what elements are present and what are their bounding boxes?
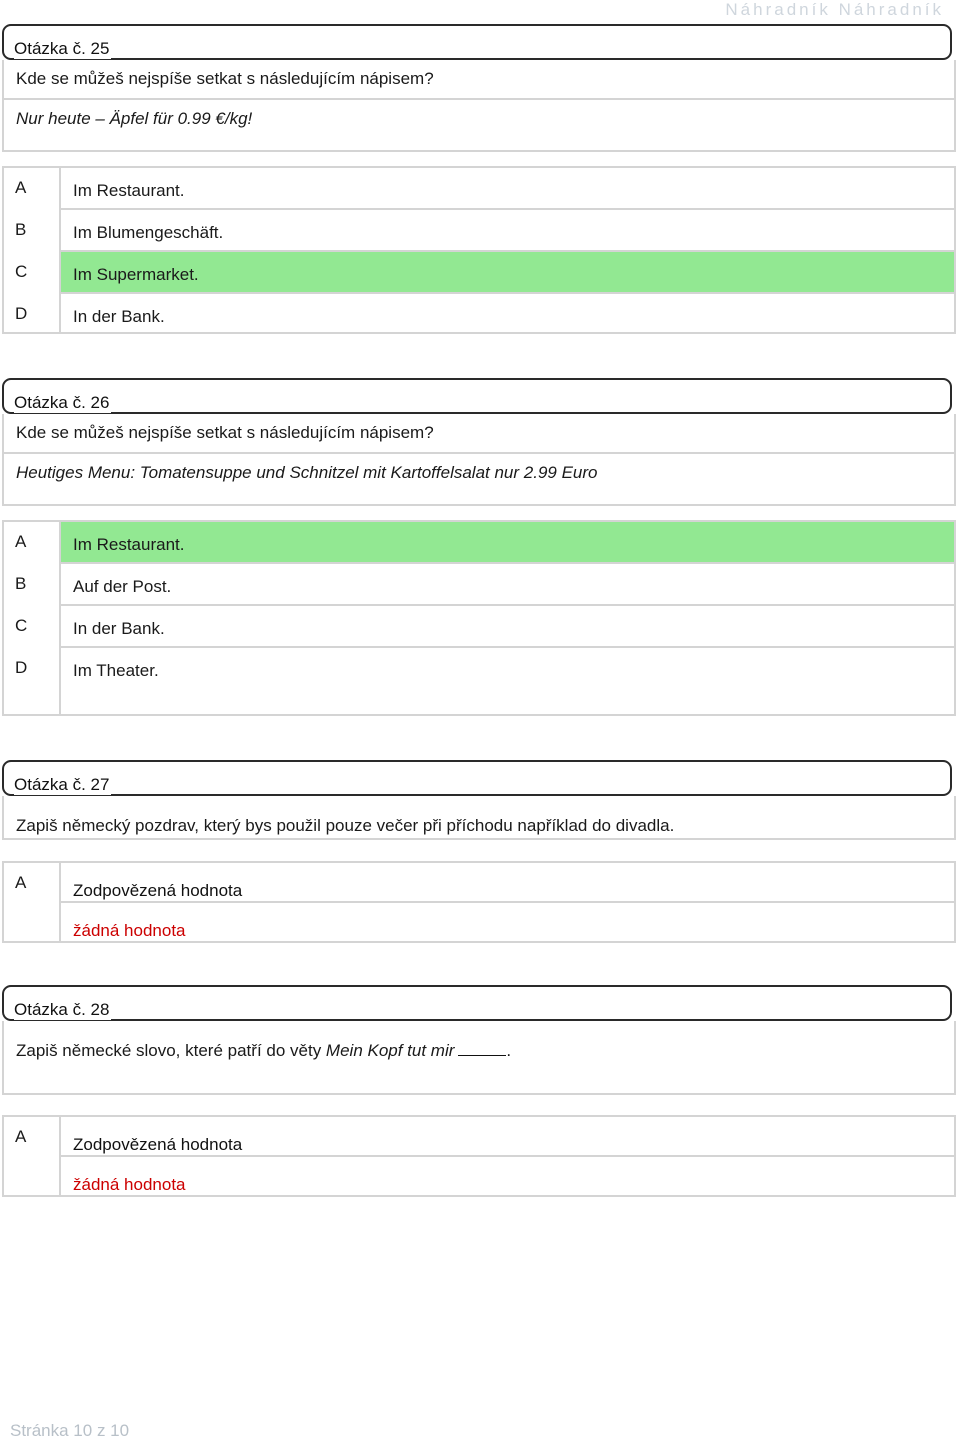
question-26-body — [2, 414, 956, 506]
question-28-header — [2, 985, 952, 1021]
question-25-text: Kde se můžeš nejspíše setkat s následujícím nápisem? — [16, 69, 434, 88]
question-27-body — [2, 796, 956, 840]
option-letter-d: D — [15, 658, 28, 677]
answer-value: žádná hodnota — [73, 921, 186, 940]
answer-letter-a: A — [15, 1127, 27, 1146]
question-26-text: Kde se můžeš nejspíše setkat s následujícím nápisem? — [16, 423, 434, 442]
question-25-sign: Nur heute – Äpfel für 0.99 €/kg! — [16, 109, 253, 128]
question-26-text-row — [4, 414, 954, 454]
question-26-title: Otázka č. 26 — [14, 393, 110, 412]
option-a-correct[interactable] — [61, 522, 954, 564]
option-letter-b: B — [15, 574, 27, 593]
question-27-header — [2, 760, 952, 796]
question-28-blank — [458, 1055, 506, 1056]
option-letter-a: A — [15, 532, 27, 551]
question-26-options — [2, 520, 956, 716]
answer-label: Zodpovězená hodnota — [73, 1135, 243, 1154]
option-letter-c: C — [15, 262, 28, 281]
option-c-correct[interactable] — [61, 252, 954, 294]
page-number: Stránka 10 z 10 — [10, 1421, 130, 1440]
question-28-text — [16, 1041, 511, 1061]
option-d[interactable] — [61, 648, 954, 690]
question-28-prefix: Zapiš německé slovo, které patří do věty — [16, 1041, 326, 1060]
question-25-title: Otázka č. 25 — [14, 39, 110, 58]
option-a-text: Im Restaurant. — [73, 181, 185, 200]
question-25-options — [2, 166, 956, 334]
option-letter-d: D — [15, 304, 28, 323]
question-28-end: . — [506, 1041, 512, 1060]
option-c[interactable] — [61, 606, 954, 648]
answer-label: Zodpovězená hodnota — [73, 881, 243, 900]
option-letters — [4, 168, 61, 332]
option-d-text: In der Bank. — [73, 307, 165, 326]
question-26-header — [2, 378, 952, 414]
question-27-text-row — [4, 796, 954, 838]
watermark: Náhradník Náhradník — [725, 0, 944, 19]
answer-value-row[interactable] — [61, 903, 954, 941]
option-c-text: Im Supermarket. — [73, 265, 199, 284]
question-28-title: Otázka č. 28 — [14, 1000, 110, 1019]
question-25-text-row — [4, 60, 954, 100]
option-d-text: Im Theater. — [73, 661, 159, 680]
question-28-body — [2, 1021, 956, 1095]
question-27-title: Otázka č. 27 — [14, 775, 110, 794]
option-b[interactable] — [61, 564, 954, 606]
option-b-text: Im Blumengeschäft. — [73, 223, 224, 242]
question-25-sign-row — [4, 100, 954, 140]
question-28-sentence: Mein Kopf tut mir — [325, 1041, 455, 1060]
question-26-sign: Heutiges Menu: Tomatensuppe und Schnitzel mit Kartoffelsalat nur 2.99 Euro — [16, 463, 598, 482]
option-letters — [4, 522, 61, 714]
option-b-text: Auf der Post. — [73, 577, 172, 596]
question-28-answer — [2, 1115, 956, 1197]
question-25-header — [2, 24, 952, 60]
question-25-body — [2, 60, 956, 152]
option-b[interactable] — [61, 210, 954, 252]
option-d[interactable] — [61, 294, 954, 336]
option-letter-c: C — [15, 616, 28, 635]
question-26-sign-row — [4, 454, 954, 494]
answer-label-row — [61, 1117, 954, 1157]
option-a[interactable] — [61, 168, 954, 210]
option-c-text: In der Bank. — [73, 619, 165, 638]
question-27-answer — [2, 861, 956, 943]
answer-letter-column — [4, 1117, 61, 1195]
option-a-text: Im Restaurant. — [73, 535, 185, 554]
option-letter-b: B — [15, 220, 27, 239]
answer-label-row — [61, 863, 954, 903]
answer-letter-column — [4, 863, 61, 941]
question-28-text-row — [4, 1021, 954, 1091]
question-27-text: Zapiš německý pozdrav, který bys použil pouze večer při příchodu například do divadla. — [16, 816, 675, 835]
option-letter-a: A — [15, 178, 27, 197]
answer-value: žádná hodnota — [73, 1175, 186, 1194]
answer-value-row[interactable] — [61, 1157, 954, 1195]
answer-letter-a: A — [15, 873, 27, 892]
